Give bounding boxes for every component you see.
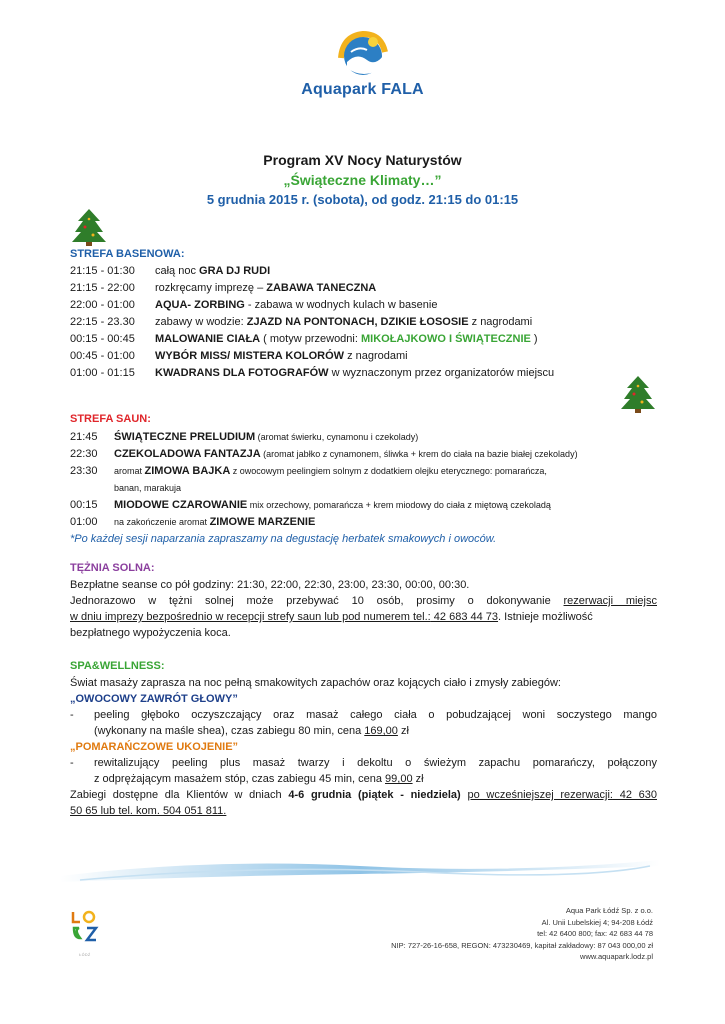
lodz-city-logo: ŁÓDŹ bbox=[70, 908, 100, 954]
company-info: Aqua Park Łódź Sp. z o.o. Al. Unii Lubelskiej 4; 94-208 Łódź tel: 42 6400 800; fax: 42 683 44 78 NIP: 727-26-16-658, REGON: 473230469, kapitał zakładowy: 87 043 000,00 zł www.aquapark.lodz.pl bbox=[391, 906, 653, 961]
website-link[interactable]: www.aquapark.lodz.pl bbox=[580, 952, 653, 961]
offer-item: - rewitalizujący peeling plus masaż twarzy i dekoltu o świeżym zapachu pomarańczy, połączony z odprężającym masażem stóp, czas zabiegu 45 min, cena 99,00 zł bbox=[70, 757, 657, 785]
sauna-zone-heading: STREFA SAUN: bbox=[70, 413, 151, 425]
schedule-row: 22:00 - 01:00 AQUA- ZORBING - zabawa w wodnych kulach w basenie bbox=[70, 299, 438, 311]
christmas-tree-icon bbox=[619, 374, 657, 419]
schedule-row: 21:45 ŚWIĄTECZNE PRELUDIUM (aromat świerku, cynamonu i czekolady) bbox=[70, 431, 419, 443]
page-subtitle: „Świąteczne Klimaty…” bbox=[283, 172, 442, 188]
phone-link[interactable]: 42 683 44 73 bbox=[430, 611, 499, 623]
schedule-row: 00:45 - 01:00 WYBÓR MISS/ MISTERA KOLORÓW z nagrodami bbox=[70, 350, 408, 362]
sauna-note: *Po każdej sesji naparzania zapraszamy na degustację herbatek smakowych i owoców. bbox=[70, 533, 497, 545]
sauna-schedule bbox=[70, 429, 660, 548]
offer-title: „OWOCOWY ZAWRÓT GŁOWY” bbox=[70, 693, 238, 705]
pool-zone-heading: STREFA BASENOWA: bbox=[70, 248, 185, 260]
brine-graduation-text: Bezpłatne seanse co pół godziny: 21:30, 22:00, 22:30, 23:00, 23:30, 00:00, 00:30. Jednorazowo w tężni solnej może przebywać 10 osób, prosimy o dokonywanie rezerwacji miejsc w dniu imprezy bezpośrednio w recepcji strefy saun lub pod numerem tel.: 42 683 44 73. Istnieje możliwość bezpłatnego wypożyczenia koca. bbox=[70, 579, 657, 639]
schedule-row: 01:00 na zakończenie aromat ZIMOWE MARZENIE bbox=[70, 516, 316, 528]
wave-divider bbox=[60, 852, 660, 892]
aquapark-logo bbox=[333, 28, 393, 80]
christmas-tree-icon bbox=[70, 207, 108, 252]
schedule-row: 21:15 - 22:00 rozkręcamy imprezę – ZABAWA TANECZNA bbox=[70, 282, 377, 294]
brine-graduation-heading: TĘŻNIA SOLNA: bbox=[70, 562, 155, 574]
schedule-row: 01:00 - 01:15 KWADRANS DLA FOTOGRAFÓW w wyznaczonym przez organizatorów miejscu bbox=[70, 367, 555, 379]
offer-title: „POMARAŃCZOWE UKOJENIE” bbox=[70, 741, 239, 753]
schedule-row: 00:15 - 00:45 MALOWANIE CIAŁA ( motyw przewodni: MIKOŁAJKOWO I ŚWIĄTECZNIE ) bbox=[70, 333, 538, 345]
logo-text: Aquapark FALA bbox=[301, 81, 424, 98]
schedule-row: banan, marakuja bbox=[114, 483, 182, 493]
schedule-row: 22:30 CZEKOLADOWA FANTAZJA (aromat jabłko z cynamonem, śliwka + krem do ciała na bazie białej czekolady) bbox=[70, 448, 578, 460]
event-date: 5 grudnia 2015 r. (sobota), od godz. 21:15 do 01:15 bbox=[206, 192, 519, 207]
spa-section: Świat masaży zaprasza na noc pełną smakowitych zapachów oraz kojących ciało i zmysły zabiegów: „OWOCOWY ZAWRÓT GŁOWY” - peeling głęboko oczyszczający oraz masaż całego ciała o pobudzającej woni soczystego mango (wykonany na maśle shea), czas zabiegu 80 min, cena 169,00 zł „POMARAŃCZOWE UKOJENIE” - rewitalizujący peeling plus masaż twarzy i dekoltu o świeżym zapachu pomarańczy, połączony z odprężającym masażem stóp, czas zabiegu 45 min, cena 99,00 zł Zabiegi dostępne dla Klientów w dniach 4-6 grudnia (piątek - niedziela) po wcześniejszej rezerwacji: 42 630 50 65 lub tel. kom. 504 051 811. bbox=[70, 677, 658, 817]
schedule-row: 23:30 aromat ZIMOWA BAJKA z owocowym peelingiem solnym z dodatkiem olejku eterycznego: pomarańcza, bbox=[70, 465, 547, 477]
spa-heading: SPA&WELLNESS: bbox=[70, 660, 165, 672]
schedule-row: 21:15 - 01:30 całą noc GRA DJ RUDI bbox=[70, 265, 271, 277]
schedule-row: 00:15 MIODOWE CZAROWANIE mix orzechowy, pomarańcza + krem miodowy do ciała z miętową czekoladą bbox=[70, 499, 551, 511]
schedule-row: 22:15 - 23.30 zabawy w wodzie: ZJAZD NA PONTONACH, DZIKIE ŁOSOSIE z nagrodami bbox=[70, 316, 533, 328]
offer-item: - peeling głęboko oczyszczający oraz masaż całego ciała o pobudzającej woni soczystego mango (wykonany na maśle shea), czas zabiegu 80 min, cena 169,00 zł bbox=[70, 709, 657, 737]
pool-schedule bbox=[70, 263, 554, 382]
page-title: Program XV Nocy Naturystów bbox=[263, 152, 462, 168]
